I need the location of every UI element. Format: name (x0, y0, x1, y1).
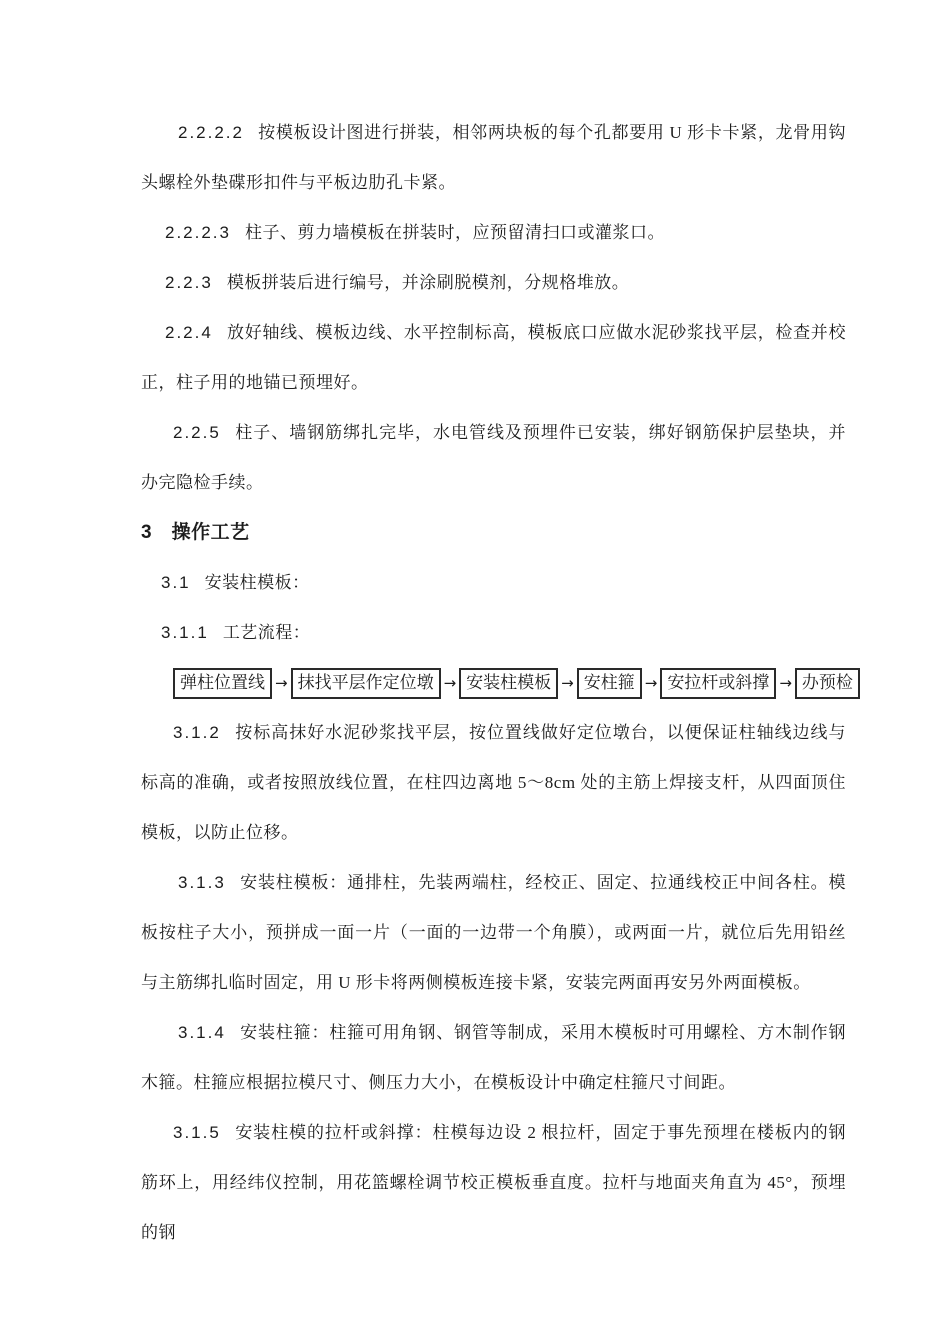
clause-number: 3.1 (161, 573, 191, 592)
clause-number: 3.1.3 (178, 873, 226, 892)
subheading-3-1-1 (141, 608, 846, 658)
paragraph-3-1-5 (141, 1108, 846, 1258)
clause-number: 3.1.5 (173, 1123, 221, 1142)
clause-text: 柱子、剪力墙模板在拼装时，应预留清扫口或灌浆口。 (245, 223, 665, 242)
paragraph-2-2-2-2 (141, 108, 846, 208)
flow-arrow-icon: → (644, 674, 658, 692)
clause-number: 3.1.1 (161, 623, 209, 642)
clause-text: 安装柱箍：柱箍可用角钢、钢管等制成，采用木模板时可用螺栓、方木制作钢木箍。柱箍应根据拉模尺寸、侧压力大小，在模板设计中确定柱箍尺寸间距。 (141, 1023, 846, 1092)
clause-text: 模板拼装后进行编号，并涂刷脱模剂，分规格堆放。 (226, 273, 630, 292)
flow-step-5: 安拉杆或斜撑 (660, 668, 776, 699)
clause-text: 柱子、墙钢筋绑扎完毕，水电管线及预埋件已安装，绑好钢筋保护层垫块，并办完隐检手续。 (141, 423, 846, 492)
clause-text: 放好轴线、模板边线、水平控制标高，模板底口应做水泥砂浆找平层，检查并校正，柱子用的地锚已预埋好。 (141, 323, 846, 392)
clause-text: 按标高抹好水泥砂浆找平层，按位置线做好定位墩台，以便保证柱轴线边线与标高的准确，或者按照放线位置，在柱四边离地 5～8cm 处的主筋上焊接支杆，从四面顶住模板，以防止位移。 (141, 723, 846, 842)
clause-text: 安装柱模板：通排柱，先装两端柱，经校正、固定、拉通线校正中间各柱。模板按柱子大小，预拼成一面一片（一面的一边带一个角膜），或两面一片，就位后先用铅丝与主筋绑扎临时固定，用 U 形卡将两侧模板连接卡紧，安装完两面再安另外两面模板。 (141, 873, 846, 992)
paragraph-3-1-2 (141, 708, 846, 858)
paragraph-2-2-4 (141, 308, 846, 408)
clause-number: 3.1.2 (173, 723, 221, 742)
clause-text: 按模板设计图进行拼装，相邻两块板的每个孔都要用 U 形卡卡紧，龙骨用钩头螺栓外垫碟形扣件与平板边肋孔卡紧。 (141, 123, 846, 192)
subheading-text: 安装柱模板： (204, 573, 310, 592)
paragraph-3-1-4 (141, 1008, 846, 1108)
clause-number: 2.2.4 (165, 323, 213, 342)
flow-step-3: 安装柱模板 (459, 668, 558, 699)
document-body (141, 108, 853, 1258)
clause-text: 安装柱模的拉杆或斜撑：柱模每边设 2 根拉杆，固定于事先预埋在楼板内的钢筋环上，用经纬仪控制，用花篮螺栓调节校正模板垂直度。拉杆与地面夹角直为 45°，预埋的钢 (141, 1123, 846, 1242)
paragraph-2-2-5 (141, 408, 846, 508)
clause-number: 2.2.5 (173, 423, 221, 442)
process-flowchart (173, 658, 853, 708)
flow-arrow-icon: → (275, 674, 288, 692)
flow-arrow-icon: → (779, 674, 792, 692)
flow-arrow-icon: → (561, 674, 574, 692)
section-heading-3 (141, 508, 846, 558)
paragraph-3-1-3 (141, 858, 846, 1008)
flow-step-1: 弹柱位置线 (173, 668, 272, 699)
subheading-3-1 (141, 558, 846, 608)
section-title: 操作工艺 (171, 522, 250, 543)
clause-number: 2.2.2.2 (178, 123, 244, 142)
subheading-text: 工艺流程： (222, 623, 311, 642)
clause-number: 2.2.2.3 (165, 223, 231, 242)
clause-number: 2.2.3 (165, 273, 213, 292)
clause-number: 3.1.4 (178, 1023, 226, 1042)
paragraph-2-2-3 (141, 258, 846, 308)
paragraph-2-2-2-3 (141, 208, 846, 258)
flow-step-6: 办预检 (795, 668, 860, 699)
flow-step-2: 抹找平层作定位墩 (291, 668, 441, 699)
flow-step-4: 安柱箍 (577, 668, 642, 699)
flow-arrow-icon: → (443, 674, 457, 692)
section-number: 3 (141, 522, 152, 543)
